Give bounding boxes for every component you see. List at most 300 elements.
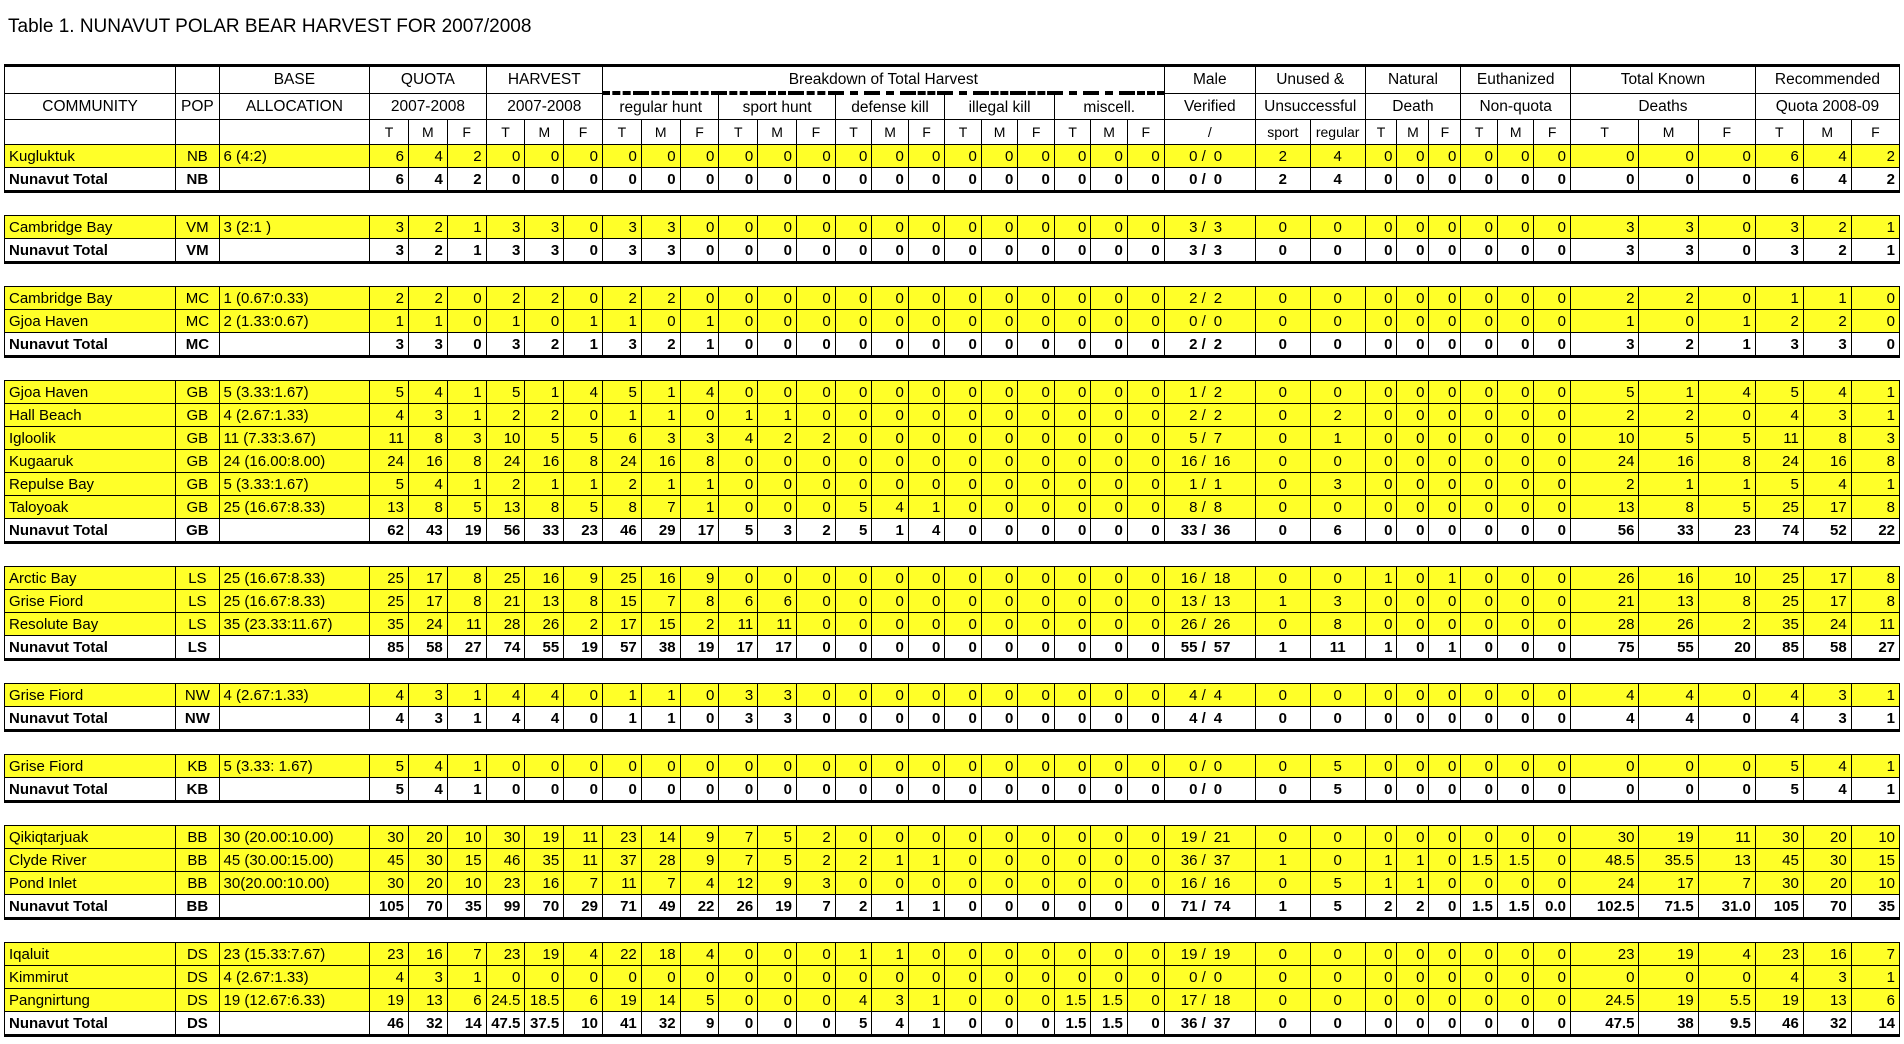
value-cell: 1.5 [1497, 895, 1534, 919]
value-cell: 22 [602, 943, 641, 966]
value-cell: 70 [1803, 895, 1851, 919]
value-cell: 9 [758, 872, 797, 895]
value-cell: 1 [602, 404, 641, 427]
value-cell: 0 [981, 755, 1018, 778]
pop-cell: BB [176, 872, 219, 895]
value-cell: 0 [1698, 778, 1755, 802]
value-cell: 0 [1210, 310, 1256, 333]
allocation-cell: 30 (20.00:10.00) [219, 826, 370, 849]
value-cell: 0 [641, 966, 680, 989]
value-cell: 3 [641, 216, 680, 239]
value-cell: 8 [564, 590, 603, 613]
value-cell: 1 [908, 989, 945, 1012]
value-cell: 0 [1429, 450, 1461, 473]
value-cell: 0 [758, 168, 797, 192]
value-cell: 1 [758, 404, 797, 427]
value-cell: 0 [1054, 778, 1091, 802]
value-cell: 0 [796, 473, 835, 496]
allocation-cell: 25 (16.67:8.33) [219, 567, 370, 590]
value-cell: 0 [1397, 943, 1429, 966]
value-cell: 5 [370, 778, 409, 802]
value-cell: 0 [1698, 216, 1755, 239]
value-cell: 0 [1534, 943, 1571, 966]
spacer-cell [5, 731, 1900, 755]
value-cell: 1 [680, 496, 719, 519]
value-cell: 57 [602, 636, 641, 660]
hdr3-m: M [408, 120, 447, 145]
community-row [5, 427, 1900, 450]
value-cell: 0 [872, 216, 909, 239]
community-row [5, 590, 1900, 613]
community-cell: Nunavut Total [5, 778, 176, 802]
value-cell: 17 [1639, 872, 1698, 895]
value-cell: 0 / [1164, 755, 1210, 778]
value-cell: 2 [1255, 145, 1310, 168]
value-cell: 3 [1803, 707, 1851, 731]
value-cell: 0 [945, 473, 982, 496]
value-cell: 19 [1639, 826, 1698, 849]
allocation-cell: 4 (2.67:1.33) [219, 684, 370, 707]
value-cell: 0 [1534, 707, 1571, 731]
value-cell: 5.5 [1698, 989, 1755, 1012]
value-cell: 16 [1210, 872, 1256, 895]
table-title: Table 1. NUNAVUT POLAR BEAR HARVEST FOR 2007/2008 [8, 16, 532, 37]
value-cell: 0 [1255, 966, 1310, 989]
allocation-cell [219, 168, 370, 192]
value-cell: 0 [1365, 684, 1397, 707]
value-cell: 0 [1429, 755, 1461, 778]
value-cell: 0 [1497, 404, 1534, 427]
value-cell: 1 [641, 381, 680, 404]
value-cell: 0 [1018, 872, 1055, 895]
value-cell: 35 [1755, 613, 1803, 636]
value-cell: 8 [564, 450, 603, 473]
value-cell: 0 [1127, 567, 1164, 590]
value-cell: 0 [641, 145, 680, 168]
value-cell: 0 [796, 310, 835, 333]
value-cell: 3 [408, 404, 447, 427]
value-cell: 0 [1497, 567, 1534, 590]
value-cell: 5 [835, 1012, 872, 1036]
value-cell: 8 [1698, 450, 1755, 473]
value-cell: 37 [602, 849, 641, 872]
value-cell: 0 [680, 966, 719, 989]
community-row [5, 145, 1900, 168]
value-cell: 8 [408, 427, 447, 450]
value-cell: 2 [525, 287, 564, 310]
value-cell: 0 [1365, 145, 1397, 168]
value-cell: 17 [719, 636, 758, 660]
value-cell: 0 [1461, 755, 1498, 778]
value-cell: 0 [908, 826, 945, 849]
value-cell: 0 [1127, 613, 1164, 636]
value-cell: 56 [486, 519, 525, 543]
allocation-cell: 25 (16.67:8.33) [219, 496, 370, 519]
value-cell: 9 [680, 849, 719, 872]
value-cell: 0 [945, 849, 982, 872]
value-cell: 0 [1054, 707, 1091, 731]
value-cell: 0 [1365, 519, 1397, 543]
value-cell: 0 [981, 943, 1018, 966]
value-cell: 0 [1534, 287, 1571, 310]
hdr3-f: F [680, 120, 719, 145]
value-cell: 0 [1534, 778, 1571, 802]
value-cell: 5 [680, 989, 719, 1012]
value-cell: 0 [680, 684, 719, 707]
hdr3-m: M [525, 120, 564, 145]
value-cell: 8 [1210, 496, 1256, 519]
value-cell: 0 [1255, 404, 1310, 427]
value-cell: 0 [1091, 849, 1128, 872]
value-cell: 10 [1851, 826, 1899, 849]
value-cell: 45 [1755, 849, 1803, 872]
value-cell: 5 [564, 496, 603, 519]
value-cell: 20 [1803, 872, 1851, 895]
value-cell: 10 [447, 872, 486, 895]
community-row [5, 381, 1900, 404]
value-cell: 4 [1803, 755, 1851, 778]
value-cell: 0 [872, 872, 909, 895]
value-cell: 0 [1461, 707, 1498, 731]
value-cell: 0 [1210, 966, 1256, 989]
value-cell: 0 [1127, 872, 1164, 895]
value-cell: 23 [370, 943, 409, 966]
value-cell: 5 [1755, 778, 1803, 802]
value-cell: 0 [1091, 895, 1128, 919]
value-cell: 0 [680, 707, 719, 731]
value-cell: 0 [796, 707, 835, 731]
value-cell: 1 [1210, 473, 1256, 496]
value-cell: 0 [1255, 287, 1310, 310]
pop-cell: MC [176, 310, 219, 333]
value-cell: 0 [719, 778, 758, 802]
value-cell: 2 [835, 849, 872, 872]
value-cell: 49 [641, 895, 680, 919]
value-cell: 3 [680, 427, 719, 450]
value-cell: 0 [758, 450, 797, 473]
value-cell: 0 [525, 966, 564, 989]
value-cell: 85 [370, 636, 409, 660]
value-cell: 22 [1851, 519, 1899, 543]
group-spacer [5, 543, 1900, 567]
value-cell: 0 [758, 1012, 797, 1036]
value-cell: 1 [1310, 427, 1365, 450]
spacer-cell [5, 357, 1900, 381]
spacer-cell [5, 802, 1900, 826]
value-cell: 0 [1461, 333, 1498, 357]
value-cell: 5 [602, 381, 641, 404]
value-cell: 0 / [1164, 966, 1210, 989]
value-cell: 1 [1698, 473, 1755, 496]
value-cell: 3 [796, 872, 835, 895]
value-cell: 6 [1310, 519, 1365, 543]
value-cell: 1 [602, 684, 641, 707]
value-cell: 0 [758, 310, 797, 333]
value-cell: 0 [872, 755, 909, 778]
value-cell: 10 [1698, 567, 1755, 590]
value-cell: 0 [1497, 707, 1534, 731]
value-cell: 1 [1255, 590, 1310, 613]
value-cell: 4 [835, 989, 872, 1012]
value-cell: 3 [641, 427, 680, 450]
value-cell: 70 [525, 895, 564, 919]
value-cell: 0 [872, 684, 909, 707]
value-cell: 15 [447, 849, 486, 872]
value-cell: 3 [1803, 404, 1851, 427]
value-cell: 4 [1803, 145, 1851, 168]
value-cell: 0 [1397, 404, 1429, 427]
hdr3-t: T [1755, 120, 1803, 145]
value-cell: 3 [1310, 473, 1365, 496]
community-cell: Iqaluit [5, 943, 176, 966]
value-cell: 0 [981, 966, 1018, 989]
value-cell: 0 [1018, 381, 1055, 404]
hdr3-f: F [447, 120, 486, 145]
value-cell: 0 [1255, 872, 1310, 895]
value-cell: 0 [758, 239, 797, 263]
value-cell: 6 [1851, 989, 1899, 1012]
value-cell: 1 [1851, 381, 1899, 404]
value-cell: 0 [1534, 519, 1571, 543]
value-cell: 0 [1497, 427, 1534, 450]
value-cell: 0 [719, 239, 758, 263]
value-cell: 0 [945, 966, 982, 989]
value-cell: 0 [872, 473, 909, 496]
value-cell: 0 [1461, 826, 1498, 849]
total-row [5, 778, 1900, 802]
value-cell: 0 [1018, 778, 1055, 802]
value-cell: 0 [835, 707, 872, 731]
value-cell: 18 [1210, 567, 1256, 590]
value-cell: 7 [641, 872, 680, 895]
value-cell: 0 [1497, 613, 1534, 636]
value-cell: 0 [1461, 684, 1498, 707]
value-cell: 16 [1803, 450, 1851, 473]
community-row [5, 496, 1900, 519]
value-cell: 55 [525, 636, 564, 660]
value-cell: 20 [1803, 826, 1851, 849]
value-cell: 0 [1054, 755, 1091, 778]
value-cell: 3 [370, 216, 409, 239]
value-cell: 1 [486, 310, 525, 333]
value-cell: 19 [680, 636, 719, 660]
value-cell: 0 [719, 450, 758, 473]
value-cell: 0 [1054, 145, 1091, 168]
value-cell: 0 [981, 450, 1018, 473]
community-cell: Pond Inlet [5, 872, 176, 895]
community-row [5, 613, 1900, 636]
value-cell: 2 [1639, 287, 1698, 310]
value-cell: 5 [370, 381, 409, 404]
hdr-blank-pop [176, 66, 219, 94]
value-cell: 0 [1091, 826, 1128, 849]
value-cell: 4 [408, 473, 447, 496]
value-cell: 0 [1018, 519, 1055, 543]
value-cell: 30 [1755, 872, 1803, 895]
value-cell: 0 [945, 707, 982, 731]
value-cell: 16 [641, 450, 680, 473]
value-cell: 0 [1054, 590, 1091, 613]
value-cell: 5 [1755, 381, 1803, 404]
hdr-deaths: Deaths [1570, 93, 1755, 120]
value-cell: 0 [758, 496, 797, 519]
value-cell: 0 [1534, 496, 1571, 519]
value-cell: 23 [1755, 943, 1803, 966]
value-cell: 0 [945, 145, 982, 168]
value-cell: 0 [1054, 239, 1091, 263]
spacer-cell [5, 919, 1900, 943]
value-cell: 0 [835, 636, 872, 660]
value-cell: 0 [1461, 943, 1498, 966]
value-cell: 0 [981, 989, 1018, 1012]
value-cell: 0 [1127, 826, 1164, 849]
value-cell: 3 [1570, 239, 1638, 263]
value-cell: 0 [1534, 427, 1571, 450]
value-cell: 0 [1397, 989, 1429, 1012]
value-cell: 2 [1803, 216, 1851, 239]
value-cell: 2 [1210, 287, 1256, 310]
value-cell: 9 [680, 826, 719, 849]
community-cell: Nunavut Total [5, 333, 176, 357]
value-cell: 0 [1310, 496, 1365, 519]
value-cell: 0 [1397, 496, 1429, 519]
community-row [5, 849, 1900, 872]
value-cell: 19 [1755, 989, 1803, 1012]
value-cell: 0 [1365, 496, 1397, 519]
value-cell: 0 [981, 168, 1018, 192]
value-cell: 0 [908, 310, 945, 333]
value-cell: 0 [1497, 989, 1534, 1012]
value-cell: 2 [758, 427, 797, 450]
value-cell: 0 / [1164, 778, 1210, 802]
value-cell: 3 [1639, 239, 1698, 263]
value-cell: 16 [1639, 450, 1698, 473]
value-cell: 0 [1018, 473, 1055, 496]
value-cell: 0 [1534, 473, 1571, 496]
group-spacer [5, 192, 1900, 216]
value-cell: 0 [1534, 1012, 1571, 1036]
value-cell: 24 [1570, 450, 1638, 473]
value-cell: 0 [908, 381, 945, 404]
value-cell: 1 [680, 333, 719, 357]
value-cell: 0 [1255, 707, 1310, 731]
value-cell: 2 [1698, 613, 1755, 636]
value-cell: 1.5 [1091, 989, 1128, 1012]
value-cell: 0 [872, 826, 909, 849]
value-cell: 1 [719, 404, 758, 427]
value-cell: 4 [486, 707, 525, 731]
community-cell: Nunavut Total [5, 168, 176, 192]
hdr-community: COMMUNITY [5, 93, 176, 120]
value-cell: 9 [680, 567, 719, 590]
value-cell: 35 [370, 613, 409, 636]
value-cell: 0 [1091, 613, 1128, 636]
value-cell: 0 [908, 333, 945, 357]
value-cell: 30 [370, 872, 409, 895]
value-cell: 0 [641, 310, 680, 333]
value-cell: 0 [908, 450, 945, 473]
pop-cell: KB [176, 778, 219, 802]
hdr-death: Death [1365, 93, 1461, 120]
hdr-regular-hunt: regular hunt [602, 93, 718, 120]
value-cell: 0 [1255, 310, 1310, 333]
value-cell: 0 [1497, 287, 1534, 310]
value-cell: 8 [447, 450, 486, 473]
value-cell: 3 [719, 707, 758, 731]
value-cell: 0 [796, 567, 835, 590]
value-cell: 0 [981, 613, 1018, 636]
value-cell: 6 [1755, 145, 1803, 168]
value-cell: 0 [564, 216, 603, 239]
value-cell: 0 [1534, 239, 1571, 263]
value-cell: 17 [408, 590, 447, 613]
value-cell: 0 [1054, 872, 1091, 895]
pop-cell: NW [176, 684, 219, 707]
value-cell: 0 [908, 216, 945, 239]
value-cell: 0 [872, 450, 909, 473]
value-cell: 0 [1127, 636, 1164, 660]
value-cell: 0 [719, 755, 758, 778]
value-cell: 6 [370, 168, 409, 192]
community-cell: Nunavut Total [5, 239, 176, 263]
hdr3-slash: / [1164, 120, 1255, 145]
value-cell: 4 [564, 381, 603, 404]
value-cell: 0 [1018, 849, 1055, 872]
value-cell: 1 [1851, 473, 1899, 496]
value-cell: 22 [680, 895, 719, 919]
value-cell: 3 [1210, 216, 1256, 239]
value-cell: 0 [945, 333, 982, 357]
value-cell: 0 [1429, 707, 1461, 731]
value-cell: 0 [1127, 310, 1164, 333]
value-cell: 4 [486, 684, 525, 707]
value-cell: 0 [1091, 707, 1128, 731]
value-cell: 16 [525, 567, 564, 590]
value-cell: 4 [680, 381, 719, 404]
value-cell: 0 [835, 473, 872, 496]
value-cell: 0 [1534, 966, 1571, 989]
value-cell: 0 [945, 216, 982, 239]
value-cell: 1 [1803, 287, 1851, 310]
value-cell: 0 [835, 381, 872, 404]
value-cell: 0 [1397, 519, 1429, 543]
value-cell: 30 [1570, 826, 1638, 849]
value-cell: 0 [1639, 755, 1698, 778]
value-cell: 0 [758, 216, 797, 239]
value-cell: 3 [408, 966, 447, 989]
value-cell: 0 [1397, 333, 1429, 357]
value-cell: 0 [981, 287, 1018, 310]
value-cell: 16 [408, 943, 447, 966]
hdr3-blank-base [219, 120, 370, 145]
value-cell: 0 [1365, 450, 1397, 473]
value-cell: 0 [908, 404, 945, 427]
value-cell: 0 [447, 333, 486, 357]
allocation-cell: 5 (3.33: 1.67) [219, 755, 370, 778]
value-cell: 0 [1127, 239, 1164, 263]
value-cell: 0 [981, 778, 1018, 802]
value-cell: 2 [486, 404, 525, 427]
value-cell: 0 [564, 707, 603, 731]
value-cell: 11 [719, 613, 758, 636]
hdr3-f: F [1851, 120, 1899, 145]
value-cell: 45 [370, 849, 409, 872]
value-cell: 7 [796, 895, 835, 919]
value-cell: 0 [908, 636, 945, 660]
value-cell: 4 [1803, 778, 1851, 802]
value-cell: 0 [1365, 333, 1397, 357]
value-cell: 19 [602, 989, 641, 1012]
